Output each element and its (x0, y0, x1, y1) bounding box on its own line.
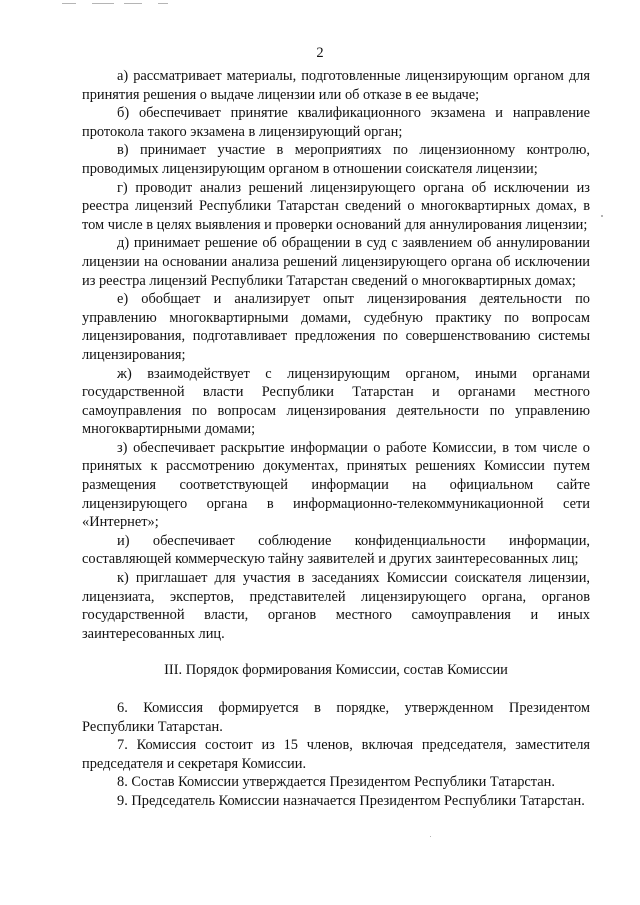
list-item-zh: ж) взаимодействует с лицензирующим органом, иными органами государственной власти Республики Татарстан и органами местного самоуправления по вопросам лицензирования деятельности по управлению многоквартирными домами; (82, 365, 590, 438)
list-item-e: е) обобщает и анализирует опыт лицензирования деятельности по управлению многоквартирными домами, судебную практику по вопросам лицензирования, подготавливает предложения по совершенствованию системы лицензирования; (82, 291, 590, 363)
scan-speck (601, 215, 603, 217)
clause-7: 7. Комиссия состоит из 15 членов, включая председателя, заместителя председателя и секретаря Комиссии. (82, 737, 590, 772)
clause-9: 9. Председатель Комиссии назначается Президентом Республики Татарстан. (117, 792, 585, 809)
scan-speck (430, 836, 431, 837)
list-item-a: а) рассматривает материалы, подготовленные лицензирующим органом для принятия решения о выдаче лицензии или об отказе в ее выдаче; (82, 68, 590, 103)
list-item-g: г) проводит анализ решений лицензирующего органа об исключении из реестра лицензий Республики Татарстан сведений о многоквартирных домах, в том числе в целях выявления и проверки оснований для аннулирования лицензии; (82, 179, 590, 233)
list-item-i: и) обеспечивает соблюдение конфиденциальности информации, составляющей коммерческую тайну заявителей и других заинтересованных лиц; (82, 532, 590, 568)
list-item-d: д) принимает решение об обращении в суд с заявлением об аннулировании лицензии на основании анализа решений лицензирующего органа об исключении из реестра лицензий Республики Татарстан сведений о многоквартирных домах; (82, 235, 590, 289)
list-item-k: к) приглашает для участия в заседаниях Комиссии соискателя лицензии, лицензиата, экспертов, представителей лицензирующего органа, органов государственной власти, органов местного самоуправления и иных заинтересованных лиц. (82, 570, 590, 642)
clause-6: 6. Комиссия формируется в порядке, утвержденном Президентом Республики Татарстан. (82, 700, 590, 735)
list-item-v: в) принимает участие в мероприятиях по лицензионному контролю, проводимых лицензирующим органом в отношении соискателя лицензии; (82, 142, 590, 177)
list-item-z: з) обеспечивает раскрытие информации о работе Комиссии, в том числе о принятых к рассмотрению документах, принятых решениях Комиссии путем размещения соответствующей информации на официальном сайте лицензирующего органа в информационно-телекоммуникационной сети «Интернет»; (82, 439, 590, 531)
clause-8: 8. Состав Комиссии утверждается Президентом Республики Татарстан. (117, 774, 555, 791)
page-number: 2 (316, 45, 324, 61)
document-body (82, 67, 590, 811)
section-heading: III. Порядок формирования Комиссии, состав Комиссии (164, 662, 508, 679)
list-item-b: б) обеспечивает принятие квалификационного экзамена и направление протокола такого экзамена в лицензирующий орган; (82, 105, 590, 140)
